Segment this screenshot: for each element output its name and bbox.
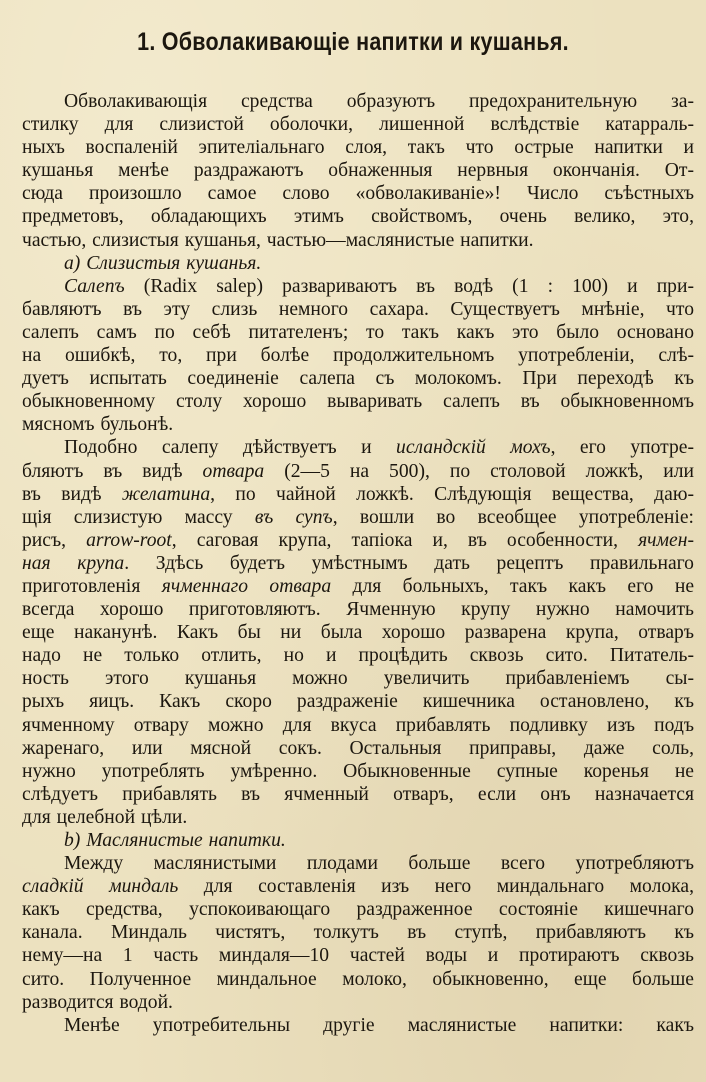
italic-text: ячменнаго отвара [161, 575, 332, 597]
text: Обволакивающія средства образуютъ предохранительную за- [64, 91, 694, 112]
text: бляютъ въ видѣ [22, 460, 203, 482]
text: Менѣе употребительны другіе маслянистые напитки: какъ [64, 1014, 694, 1036]
text: канала. Миндаль чистятъ, толкутъ въ ступѣ, прибавляютъ къ [22, 922, 694, 944]
text: сюда произошло самое слово «обволакиваніе»! Число съѣстныхъ [22, 183, 694, 205]
text-line [22, 229, 694, 252]
text-line [22, 968, 694, 991]
text: , по чайной ложкѣ. Слѣдующія вещества, даю- [210, 483, 694, 505]
text: для больныхъ, такъ какъ его не [331, 575, 695, 597]
section-heading: 1. Обволакивающіе напитки и кушанья. [137, 28, 569, 56]
text-line [22, 460, 694, 483]
text-line [22, 390, 694, 413]
text: для составленія изъ него миндальнаго молока, [178, 876, 694, 898]
italic-text: сладкій миндаль [22, 876, 179, 898]
text: рыхъ яицъ. Какъ скоро раздраженіе кишечника остановлено, къ [22, 691, 694, 713]
italic-text: Салепъ [64, 275, 125, 297]
text-line [22, 136, 694, 159]
text: Между маслянистыми плодами больше всего употребляютъ [64, 853, 694, 875]
text: мясномъ бульонѣ. [22, 414, 174, 436]
italic-text: желатина [121, 483, 211, 505]
text: предметовъ, обладающихъ этимъ свойствомъ, очень велико, это, [22, 206, 694, 228]
text: сито. Полученное миндальное молоко, обыкновенно, еще больше [22, 968, 694, 990]
text: всегда хорошо приготовляютъ. Ячменную крупу нужно намочить [22, 599, 694, 621]
text: еще наканунѣ. Какъ бы ни была хорошо разварена крупа, отваръ [22, 622, 694, 644]
text: щія слизистую массу [22, 506, 255, 528]
text: кушанья менѣе раздражаютъ обнаженныя нервныя окончанія. От- [22, 160, 694, 182]
text-line [22, 921, 694, 944]
body-text [22, 90, 694, 1037]
italic-text: въ супъ [254, 506, 333, 528]
text: какъ средства, успокоивающаго раздраженное состояніе кишечнаго [22, 899, 694, 921]
text: салепъ самъ по себѣ питателенъ; то такъ какъ это было основано [22, 321, 694, 343]
text-line [22, 252, 694, 275]
text: стилку для слизистой оболочки, лишенной вслѣдствіе катарраль- [22, 114, 694, 136]
text-line [22, 552, 694, 575]
text-line [22, 298, 694, 321]
text-line [22, 1014, 694, 1037]
text-line [22, 806, 694, 829]
text-line [22, 598, 694, 621]
text-line [22, 113, 694, 136]
text: ность этого кушанья можно увеличить прибавленіемъ сы- [22, 668, 694, 690]
text-line [22, 852, 694, 875]
text: , его употре- [550, 437, 694, 459]
text-line [22, 667, 694, 690]
text-line [22, 760, 694, 783]
text: разводится водой. [22, 991, 173, 1013]
italic-text: arrow-root [86, 529, 172, 551]
text-line [22, 991, 694, 1014]
text-line [22, 829, 694, 852]
text-line [22, 783, 694, 806]
text: (2—5 на 500), по столовой ложкѣ, или [264, 460, 694, 482]
text: для целебной цѣли. [22, 806, 188, 828]
text-line [22, 159, 694, 182]
italic-text: b) Маслянистые напитки. [64, 830, 286, 851]
text-line [22, 205, 694, 228]
text: . Здѣсь будетъ умѣстнымъ дать рецептъ правильнаго [124, 552, 694, 574]
text-line [22, 944, 694, 967]
text: надо не только отлить, но и процѣдить сквозь сито. Питатель- [22, 645, 694, 667]
text-line [22, 275, 694, 298]
text-line [22, 621, 694, 644]
text: , вошли во всеобщее употребленіе: [332, 506, 694, 528]
text: на ошибкѣ, то, при болѣе продолжительномъ употребленіи, слѣ- [22, 345, 694, 367]
text-line [22, 344, 694, 367]
text: Подобно салепу дѣйствуетъ и [64, 437, 397, 459]
text: (Radix salep) развариваютъ въ водѣ (1 : 100) и при- [124, 275, 694, 297]
text-line [22, 714, 694, 737]
text-line [22, 529, 694, 552]
text-line [22, 483, 694, 506]
italic-text: отвара [202, 460, 265, 482]
text: жаренаго, или мясной сокъ. Остальныя приправы, даже соль, [22, 737, 694, 759]
italic-text: исландскій мохъ [396, 437, 551, 459]
text: приготовленія [22, 575, 162, 597]
text-line [22, 182, 694, 205]
text-line [22, 367, 694, 390]
text: ячменному отвару можно для вкуса прибавлять подливку изъ подъ [22, 714, 694, 736]
text-line [22, 898, 694, 921]
text: бавляютъ въ эту слизь немного сахара. Существуетъ мнѣніе, что [22, 298, 694, 320]
text-line [22, 575, 694, 598]
text-line [22, 644, 694, 667]
text: ныхъ воспаленій эпителіальнаго слоя, такъ что острые напитки и [22, 137, 694, 159]
text: частью, слизистыя кушанья, частью—маслянистые напитки. [22, 229, 534, 251]
text-line [22, 875, 694, 898]
text: , саговая крупа, тапіока и, въ особенности, [171, 529, 639, 551]
text: рисъ, [22, 529, 87, 551]
italic-text: ячмен- [638, 529, 694, 551]
text-line [22, 436, 694, 459]
text-line [22, 90, 694, 113]
text: нужно употреблять умѣренно. Обыкновенные супные коренья не [22, 760, 694, 782]
italic-text: a) Слизистыя кушанья. [64, 252, 262, 274]
text-line [22, 321, 694, 344]
italic-text: ная крупа [22, 552, 125, 574]
text: слѣдуетъ прибавлять въ ячменный отваръ, если онъ назначается [22, 783, 694, 805]
text: нему—на 1 часть миндаля—10 частей воды и протираютъ сквозь [22, 945, 694, 967]
text-line [22, 737, 694, 760]
text-line [22, 506, 694, 529]
text: обыкновенному столу хорошо вываривать салепъ въ обыкновенномъ [22, 391, 694, 413]
text-line [22, 690, 694, 713]
text: въ видѣ [22, 483, 122, 505]
text: дуетъ испытать соединеніе салепа съ молокомъ. При переходѣ къ [22, 368, 694, 390]
text-line [22, 413, 694, 436]
